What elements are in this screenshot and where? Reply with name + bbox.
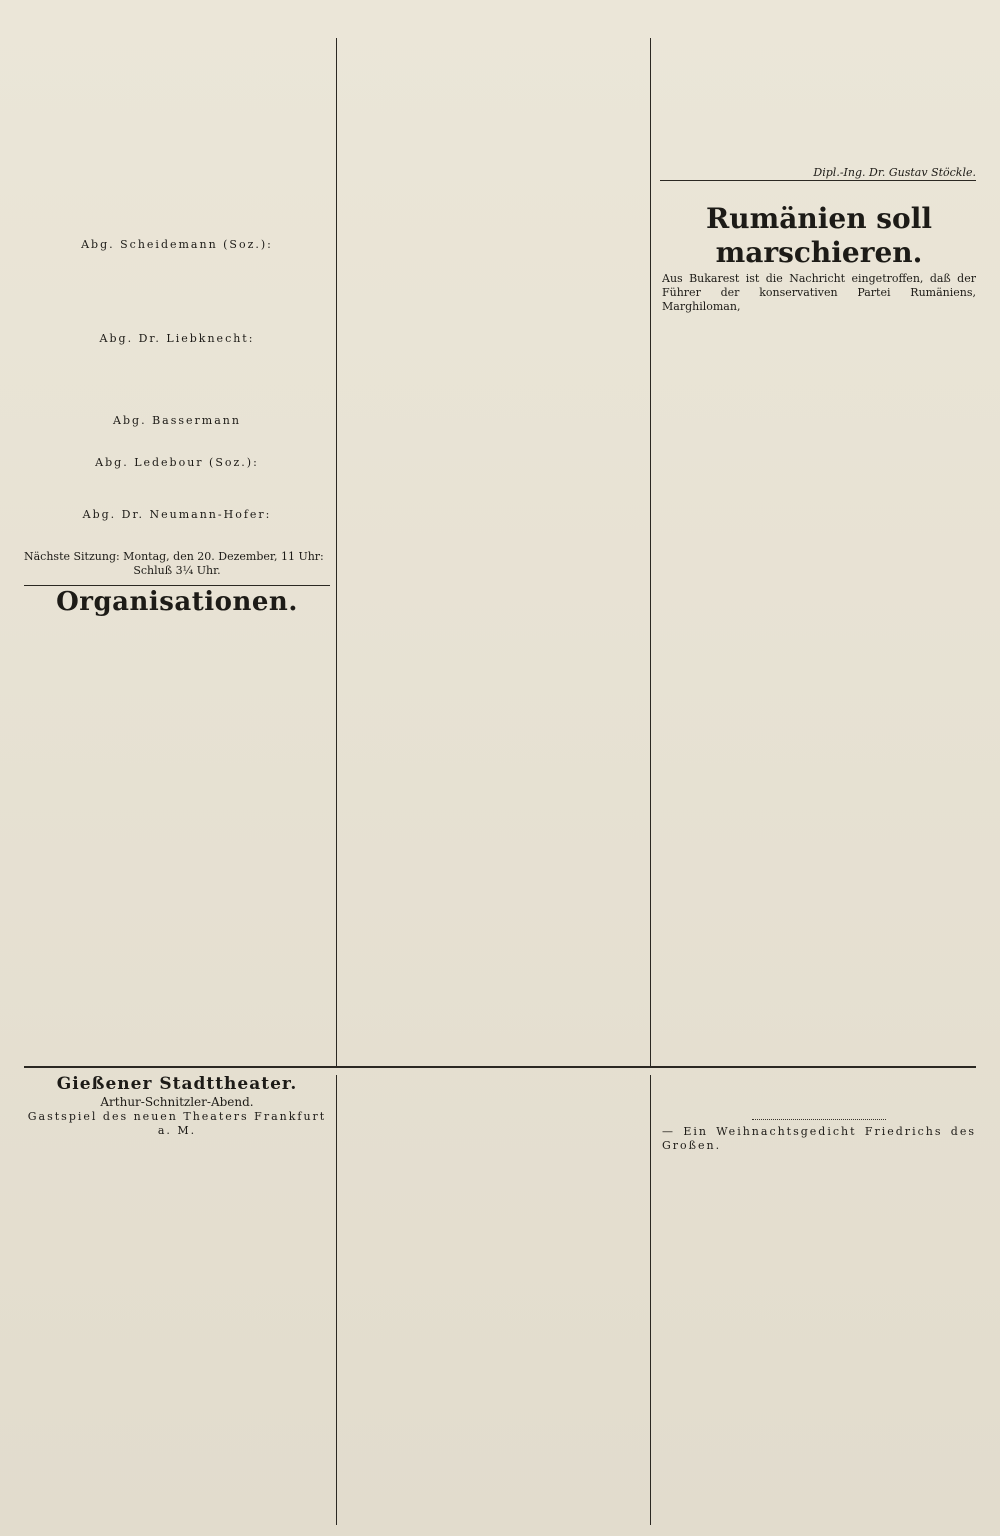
article-subheading: Arthur-Schnitzler-Abend.	[100, 1095, 254, 1109]
column-3-bottom	[662, 1074, 976, 1526]
theater-review	[24, 1074, 330, 1526]
column-rule	[650, 1075, 651, 1525]
article-subheading: Gastspiel des neuen Theaters Frankfurt a. M.	[27, 1110, 327, 1137]
article-heading: Gießener Stadttheater.	[56, 1074, 298, 1094]
article-heading: Organisationen.	[56, 587, 298, 617]
column-rule	[336, 38, 337, 1068]
body-line: Aus Bukarest ist die Nachricht eingetroffen, daß der Führer der konservativen Partei Rumäniens, Marghiloman,	[662, 272, 976, 313]
column-3	[662, 38, 976, 1064]
speaker-attribution: Abg. Scheidemann (Soz.):	[81, 238, 273, 251]
speaker-attribution: Abg. Dr. Liebknecht:	[99, 332, 255, 345]
section-divider	[752, 1119, 886, 1120]
speaker-attribution: Abg. Dr. Neumann-Hofer:	[82, 508, 272, 521]
column-1	[24, 38, 330, 1064]
section-rule	[24, 1066, 976, 1068]
column-rule	[336, 1075, 337, 1525]
article-heading: — Ein Weihnachtsgedicht Friedrichs des Großen.	[662, 1125, 976, 1152]
speaker-attribution: Abg. Bassermann	[113, 414, 241, 427]
closing-line: Schluß 3¼ Uhr.	[133, 564, 221, 577]
author-signature: Dipl.-Ing. Dr. Gustav Stöckle.	[813, 166, 976, 179]
article-heading: Rumänien soll marschieren.	[705, 202, 933, 269]
column-rule	[650, 38, 651, 1068]
session-line: Nächste Sitzung: Montag, den 20. Dezember, 11 Uhr:	[24, 550, 324, 563]
speaker-attribution: Abg. Ledebour (Soz.):	[95, 456, 259, 469]
